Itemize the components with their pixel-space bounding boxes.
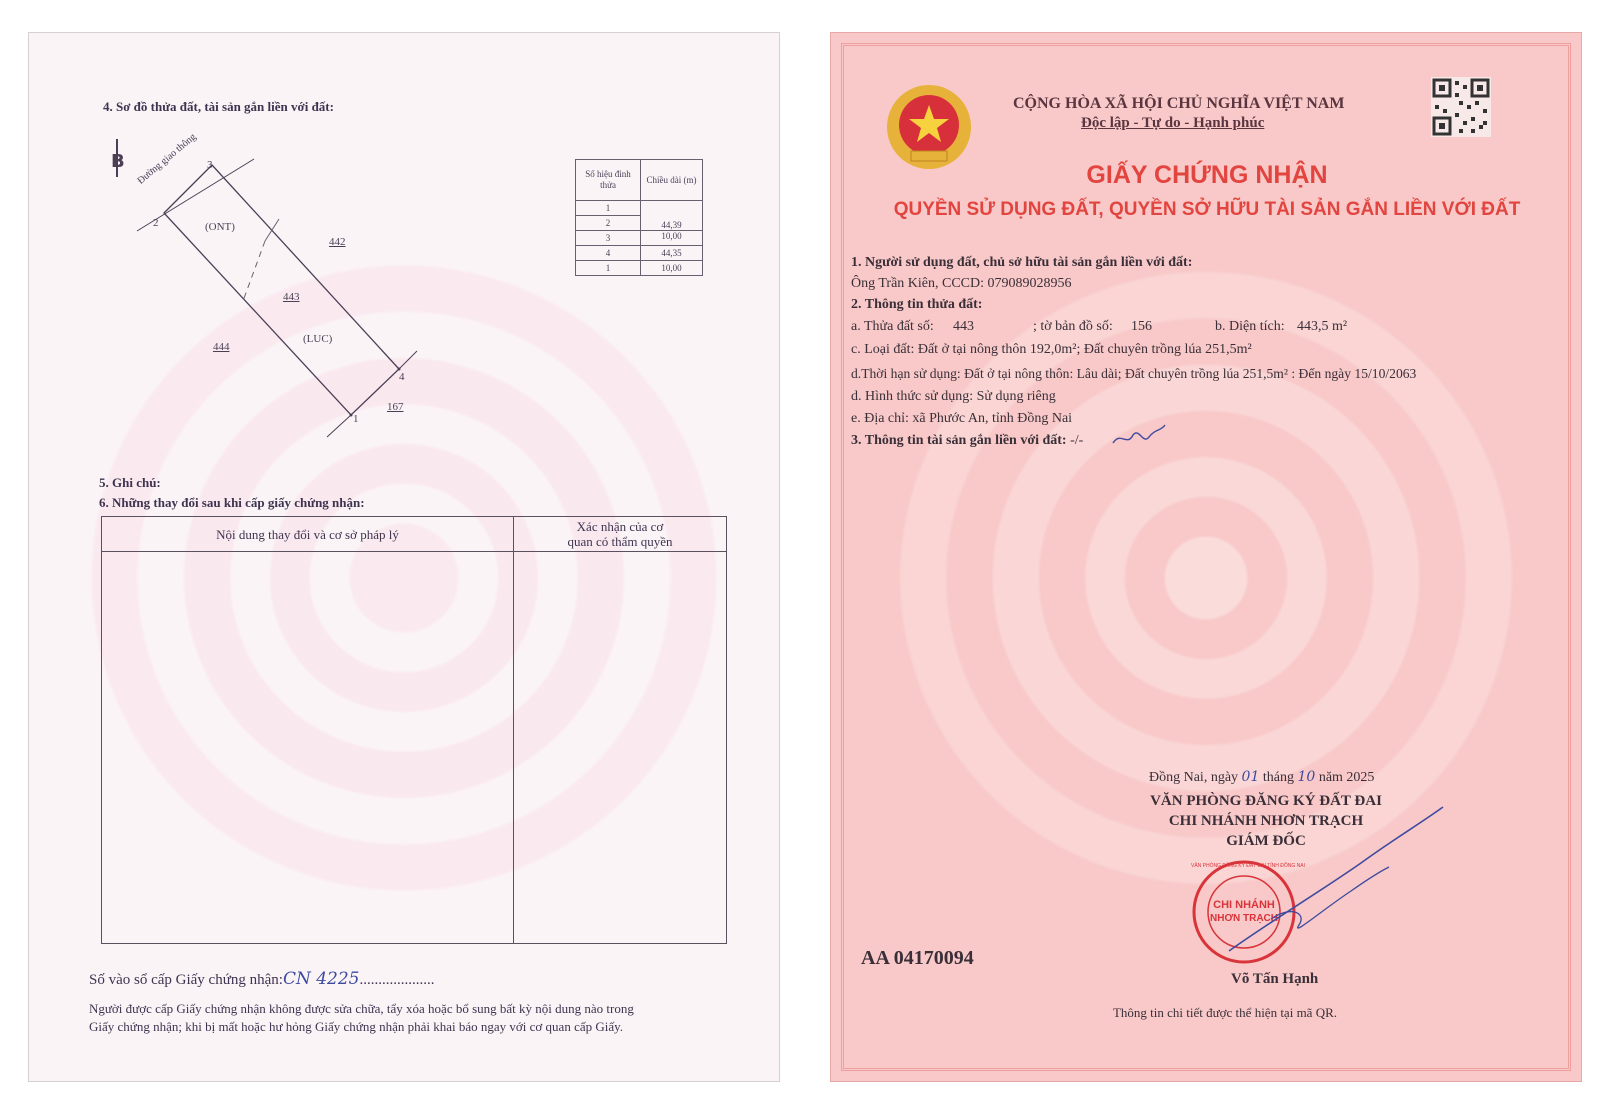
certificate-front-page: [830, 32, 1582, 1082]
section-6-heading: 6. Những thay đổi sau khi cấp giấy chứng nhận:: [99, 495, 365, 510]
notice-line-2: Giấy chứng nhận; khi bị mất hoặc hư hỏng Giấy chứng nhận phải khai báo ngay với cơ quan cấp Giấy.: [89, 1019, 624, 1034]
parcel-number-label: a. Thửa đất số:: [851, 319, 934, 334]
segment-length: 10,00: [641, 231, 703, 246]
certificate-title: GIẤY CHỨNG NHẬN: [1086, 161, 1328, 189]
director-signature: [1211, 801, 1451, 971]
parcel-444-label: 444: [213, 341, 230, 353]
area-label: b. Diện tích:: [1215, 319, 1285, 334]
parcel-sketch-map: [89, 129, 529, 449]
certificate-back-page: [28, 32, 780, 1082]
map-sheet-label: ; tờ bản đồ số:: [1033, 319, 1113, 334]
section-3-value: -/-: [1070, 433, 1084, 448]
changes-confirmation-cell: [514, 552, 727, 944]
date-year: năm 2025: [1318, 770, 1375, 785]
seal-ring-text: VĂN PHÒNG ĐĂNG KÝ ĐẤT ĐAI TỈNH ĐỒNG NAI: [1191, 863, 1305, 869]
area-value: 443,5 m²: [1297, 319, 1348, 334]
segment-vertex: 2: [576, 216, 641, 231]
segment-vertex: 3: [576, 231, 641, 246]
national-motto: Độc lập - Tự do - Hạnh phúc: [1081, 115, 1265, 131]
land-type-ont-label: (ONT): [205, 221, 235, 233]
registry-dots: ....................: [359, 972, 435, 988]
owner-info: Ông Trần Kiên, CCCD: 079089028956: [851, 276, 1072, 291]
map-sheet-number: 156: [1131, 319, 1152, 334]
segment-vertex: 4: [576, 246, 641, 261]
changes-col-content-header: Nội dung thay đổi và cơ sở pháp lý: [102, 517, 514, 552]
issuing-office-line-1: VĂN PHÒNG ĐĂNG KÝ ĐẤT ĐAI: [1150, 793, 1382, 809]
segment-length-table: [575, 159, 703, 276]
signer-title: GIÁM ĐỐC: [1226, 833, 1306, 849]
certificate-serial: AA 04170094: [861, 947, 974, 969]
north-arrow-icon: [111, 139, 125, 177]
segment-length: 10,00: [641, 261, 703, 276]
segment-vertex: 1: [576, 201, 641, 216]
section-1-heading: 1. Người sử dụng đất, chủ sở hữu tài sản gắn liền với đất:: [851, 255, 1193, 270]
segment-table-header-length: Chiều dài (m): [641, 160, 703, 201]
qr-footnote: Thông tin chi tiết được thể hiện tại mã QR.: [1112, 1005, 1338, 1020]
date-month-label: tháng: [1262, 770, 1294, 785]
signer-name: Võ Tấn Hạnh: [1231, 971, 1319, 987]
seal-center-line-2: NHƠN TRẠCH: [1210, 913, 1278, 924]
vertex-1-label: 1: [353, 413, 359, 425]
segment-vertex: 1: [576, 261, 641, 276]
seal-center-line-1: CHI NHÁNH: [1213, 899, 1275, 911]
vertex-4-label: 4: [399, 371, 405, 383]
section-3-line: [851, 433, 1083, 449]
section-2-heading: 2. Thông tin thửa đất:: [851, 297, 983, 312]
road-label: Đường giao thông: [135, 131, 199, 187]
section-4-heading: 4. Sơ đồ thửa đất, tài sản gắn liền với đất:: [103, 99, 334, 114]
confirmation-header-line1: Xác nhận của cơ: [576, 519, 664, 534]
usage-term: d.Thời hạn sử dụng: Đất ở tại nông thôn: Lâu dài; Đất chuyên trồng lúa 251,5m² : Đến ngày 15/10/2063: [851, 366, 1417, 381]
national-emblem-icon: [883, 81, 975, 173]
vertex-3-label: 3: [207, 159, 213, 171]
registry-number-handwritten: CN 4225: [282, 969, 360, 989]
country-name: CỘNG HÒA XÃ HỘI CHỦ NGHĨA VIỆT NAM: [1013, 95, 1345, 112]
land-type-luc-label: (LUC): [303, 333, 333, 345]
changes-content-cell: [102, 552, 514, 944]
svg-text:B: B: [111, 151, 125, 172]
segment-length: 44,35: [641, 246, 703, 261]
vertex-2-label: 2: [153, 217, 159, 229]
date-month-handwritten: 10: [1297, 769, 1316, 785]
parcel-167-label: 167: [387, 401, 404, 413]
issue-date: [1149, 769, 1374, 786]
date-prefix: Đồng Nai, ngày: [1149, 770, 1239, 785]
issuing-office-line-2: CHI NHÁNH NHƠN TRẠCH: [1168, 813, 1364, 829]
registry-line: [89, 969, 435, 989]
parcel-442-label: 442: [329, 236, 346, 248]
section-3-heading: 3. Thông tin tài sản gắn liền với đất:: [851, 433, 1067, 448]
changes-table: [101, 516, 727, 944]
segment-length: 44,39: [641, 201, 703, 231]
changes-col-confirmation-header: [514, 517, 727, 552]
qr-code-icon: [1431, 77, 1491, 137]
parcel-number: 443: [953, 319, 974, 334]
segment-table-header-vertex: Số hiệu đỉnh thửa: [576, 160, 641, 201]
date-day-handwritten: 01: [1241, 769, 1260, 785]
address: e. Địa chỉ: xã Phước An, tỉnh Đồng Nai: [851, 411, 1073, 426]
section-5-heading: 5. Ghi chú:: [99, 475, 161, 490]
parcel-443-label: 443: [283, 291, 300, 303]
initials-scribble: [1109, 421, 1169, 451]
confirmation-header-line2: quan có thẩm quyền: [567, 534, 673, 549]
registry-label: Số vào sổ cấp Giấy chứng nhận:: [89, 972, 283, 988]
usage-form: d. Hình thức sử dụng: Sử dụng riêng: [851, 389, 1056, 404]
land-type: c. Loại đất: Đất ở tại nông thôn 192,0m²; Đất chuyên trồng lúa 251,5m²: [851, 342, 1252, 357]
notice-line-1: Người được cấp Giấy chứng nhận không được sửa chữa, tẩy xóa hoặc bổ sung bất kỳ nội dung nào trong: [89, 1001, 634, 1016]
certificate-subtitle: QUYỀN SỬ DỤNG ĐẤT, QUYỀN SỞ HỮU TÀI SẢN GẮN LIỀN VỚI ĐẤT: [893, 199, 1521, 220]
